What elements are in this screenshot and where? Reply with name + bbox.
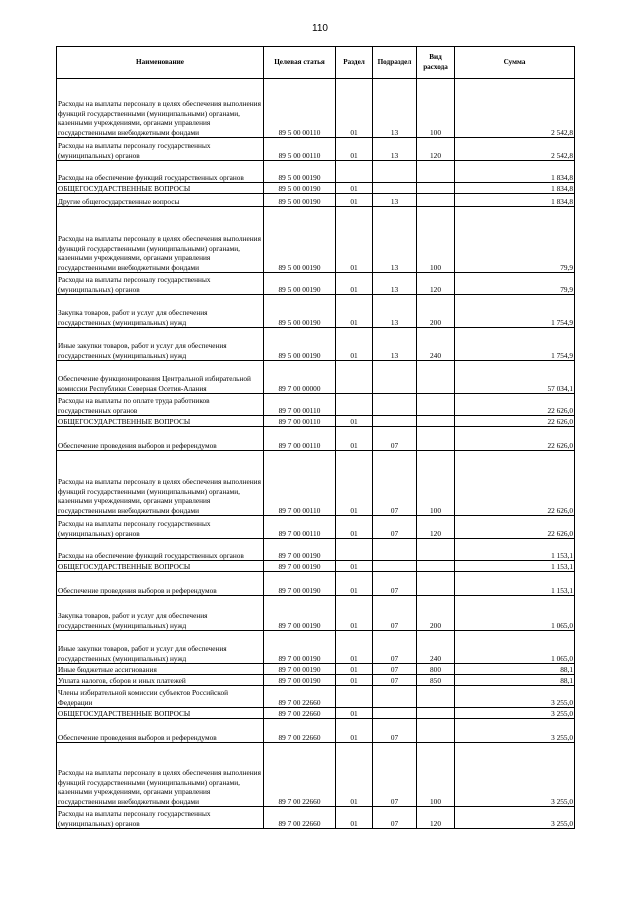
cell-name: Обеспечение проведения выборов и референдумов bbox=[57, 427, 264, 451]
cell-name: Другие общегосударственные вопросы bbox=[57, 194, 264, 207]
cell-name: Обеспечение проведения выборов и референдумов bbox=[57, 572, 264, 596]
cell-name: Расходы на обеспечение функций государственных органов bbox=[57, 539, 264, 561]
cell-subsection: 13 bbox=[373, 194, 417, 207]
cell-article: 89 7 00 22660 bbox=[264, 807, 336, 829]
cell-expense-type bbox=[417, 194, 455, 207]
cell-subsection: 07 bbox=[373, 719, 417, 743]
cell-section: 01 bbox=[336, 708, 373, 719]
table-row bbox=[57, 138, 575, 161]
cell-name: Закупка товаров, работ и услуг для обеспечения государственных (муниципальных) нужд bbox=[57, 295, 264, 328]
cell-article: 89 5 00 00190 bbox=[264, 194, 336, 207]
cell-name: Расходы на обеспечение функций государственных органов bbox=[57, 161, 264, 183]
cell-section: 01 bbox=[336, 79, 373, 138]
cell-name: Расходы на выплаты персоналу в целях обеспечения выполнения функций государственными (муниципальными) органами, казенными учреждениями, органами управления государственными внебюджетными фондами bbox=[57, 79, 264, 138]
cell-article: 89 5 00 00110 bbox=[264, 138, 336, 161]
cell-subsection: 07 bbox=[373, 572, 417, 596]
cell-name: Закупка товаров, работ и услуг для обеспечения государственных (муниципальных) нужд bbox=[57, 596, 264, 631]
cell-sum: 1 065,0 bbox=[455, 596, 575, 631]
cell-sum: 1 834,8 bbox=[455, 194, 575, 207]
cell-name: Расходы на выплаты персоналу государственных (муниципальных) органов bbox=[57, 138, 264, 161]
cell-expense-type bbox=[417, 561, 455, 572]
table-row bbox=[57, 539, 575, 561]
cell-section bbox=[336, 686, 373, 708]
cell-subsection bbox=[373, 561, 417, 572]
cell-section: 01 bbox=[336, 596, 373, 631]
cell-sum: 2 542,8 bbox=[455, 138, 575, 161]
cell-subsection: 07 bbox=[373, 516, 417, 539]
cell-subsection: 13 bbox=[373, 273, 417, 295]
table-row bbox=[57, 273, 575, 295]
table-row bbox=[57, 394, 575, 416]
cell-subsection: 07 bbox=[373, 743, 417, 807]
cell-sum: 22 626,0 bbox=[455, 427, 575, 451]
cell-sum: 79,9 bbox=[455, 273, 575, 295]
table-row bbox=[57, 675, 575, 686]
cell-section: 01 bbox=[336, 295, 373, 328]
cell-section bbox=[336, 394, 373, 416]
cell-expense-type bbox=[417, 361, 455, 394]
table-row bbox=[57, 516, 575, 539]
cell-article: 89 7 00 00190 bbox=[264, 675, 336, 686]
cell-section bbox=[336, 161, 373, 183]
cell-section: 01 bbox=[336, 719, 373, 743]
table-row bbox=[57, 719, 575, 743]
cell-sum: 1 834,8 bbox=[455, 183, 575, 194]
cell-subsection bbox=[373, 708, 417, 719]
cell-subsection: 13 bbox=[373, 207, 417, 273]
cell-name: Расходы на выплаты персоналу государственных (муниципальных) органов bbox=[57, 807, 264, 829]
cell-name: Обеспечение проведения выборов и референдумов bbox=[57, 719, 264, 743]
column-header-section: Раздел bbox=[336, 47, 373, 79]
cell-section bbox=[336, 361, 373, 394]
cell-section bbox=[336, 539, 373, 561]
cell-section: 01 bbox=[336, 807, 373, 829]
cell-article: 89 7 00 00190 bbox=[264, 664, 336, 675]
cell-name: ОБЩЕГОСУДАРСТВЕННЫЕ ВОПРОСЫ bbox=[57, 183, 264, 194]
cell-sum: 1 153,1 bbox=[455, 539, 575, 561]
cell-article: 89 7 00 22660 bbox=[264, 719, 336, 743]
cell-subsection: 07 bbox=[373, 451, 417, 516]
cell-article: 89 7 00 00110 bbox=[264, 416, 336, 427]
cell-sum: 22 626,0 bbox=[455, 416, 575, 427]
cell-sum: 3 255,0 bbox=[455, 708, 575, 719]
cell-name: Расходы на выплаты персоналу в целях обеспечения выполнения функций государственными (муниципальными) органами, казенными учреждениями, органами управления государственными внебюджетными фондами bbox=[57, 207, 264, 273]
cell-expense-type: 240 bbox=[417, 328, 455, 361]
table-row bbox=[57, 183, 575, 194]
cell-expense-type bbox=[417, 572, 455, 596]
cell-expense-type bbox=[417, 686, 455, 708]
cell-article: 89 5 00 00190 bbox=[264, 161, 336, 183]
table-row bbox=[57, 427, 575, 451]
cell-article: 89 5 00 00190 bbox=[264, 295, 336, 328]
cell-expense-type: 850 bbox=[417, 675, 455, 686]
cell-expense-type: 120 bbox=[417, 516, 455, 539]
cell-name: ОБЩЕГОСУДАРСТВЕННЫЕ ВОПРОСЫ bbox=[57, 561, 264, 572]
cell-expense-type bbox=[417, 161, 455, 183]
budget-table bbox=[56, 46, 575, 829]
cell-name: Члены избирательной комиссии субъектов Российской Федерации bbox=[57, 686, 264, 708]
cell-sum: 1 754,9 bbox=[455, 328, 575, 361]
cell-expense-type: 100 bbox=[417, 79, 455, 138]
cell-sum: 22 626,0 bbox=[455, 451, 575, 516]
table-row bbox=[57, 561, 575, 572]
cell-subsection: 13 bbox=[373, 328, 417, 361]
table-row bbox=[57, 451, 575, 516]
table-row bbox=[57, 79, 575, 138]
cell-article: 89 7 00 00190 bbox=[264, 561, 336, 572]
cell-section: 01 bbox=[336, 743, 373, 807]
cell-expense-type: 120 bbox=[417, 807, 455, 829]
cell-subsection bbox=[373, 394, 417, 416]
cell-section: 01 bbox=[336, 416, 373, 427]
cell-subsection bbox=[373, 183, 417, 194]
cell-article: 89 7 00 00190 bbox=[264, 539, 336, 561]
cell-article: 89 7 00 22660 bbox=[264, 686, 336, 708]
cell-section: 01 bbox=[336, 273, 373, 295]
table-row bbox=[57, 361, 575, 394]
cell-sum: 3 255,0 bbox=[455, 807, 575, 829]
cell-article: 89 7 00 22660 bbox=[264, 708, 336, 719]
cell-sum: 57 034,1 bbox=[455, 361, 575, 394]
cell-name: Уплата налогов, сборов и иных платежей bbox=[57, 675, 264, 686]
cell-sum: 88,1 bbox=[455, 675, 575, 686]
cell-article: 89 7 00 00190 bbox=[264, 596, 336, 631]
cell-name: ОБЩЕГОСУДАРСТВЕННЫЕ ВОПРОСЫ bbox=[57, 416, 264, 427]
cell-subsection bbox=[373, 416, 417, 427]
cell-section: 01 bbox=[336, 572, 373, 596]
table-row bbox=[57, 708, 575, 719]
cell-sum: 3 255,0 bbox=[455, 743, 575, 807]
cell-name: Расходы на выплаты персоналу государственных (муниципальных) органов bbox=[57, 516, 264, 539]
cell-name: Расходы на выплаты по оплате труда работников государственных органов bbox=[57, 394, 264, 416]
cell-subsection bbox=[373, 686, 417, 708]
cell-section: 01 bbox=[336, 138, 373, 161]
cell-article: 89 7 00 00190 bbox=[264, 572, 336, 596]
table-row bbox=[57, 207, 575, 273]
cell-article: 89 5 00 00190 bbox=[264, 183, 336, 194]
cell-subsection: 13 bbox=[373, 138, 417, 161]
table-row bbox=[57, 295, 575, 328]
cell-name: Расходы на выплаты персоналу в целях обеспечения выполнения функций государственными (муниципальными) органами, казенными учреждениями, органами управления государственными внебюджетными фондами bbox=[57, 451, 264, 516]
cell-subsection bbox=[373, 161, 417, 183]
table-row bbox=[57, 161, 575, 183]
cell-name: ОБЩЕГОСУДАРСТВЕННЫЕ ВОПРОСЫ bbox=[57, 708, 264, 719]
cell-subsection: 07 bbox=[373, 427, 417, 451]
cell-expense-type bbox=[417, 183, 455, 194]
cell-section: 01 bbox=[336, 427, 373, 451]
cell-article: 89 7 00 00110 bbox=[264, 451, 336, 516]
cell-expense-type: 800 bbox=[417, 664, 455, 675]
cell-section: 01 bbox=[336, 631, 373, 664]
cell-name: Иные закупки товаров, работ и услуг для обеспечения государственных (муниципальных) нужд bbox=[57, 328, 264, 361]
cell-section: 01 bbox=[336, 561, 373, 572]
cell-section: 01 bbox=[336, 207, 373, 273]
cell-expense-type bbox=[417, 427, 455, 451]
cell-expense-type: 100 bbox=[417, 207, 455, 273]
table-row bbox=[57, 328, 575, 361]
table-row bbox=[57, 572, 575, 596]
cell-section: 01 bbox=[336, 328, 373, 361]
cell-name: Обеспечение функционирования Центральной избирательной комиссии Республики Северная Осетия-Алания bbox=[57, 361, 264, 394]
cell-sum: 3 255,0 bbox=[455, 686, 575, 708]
cell-article: 89 7 00 22660 bbox=[264, 743, 336, 807]
cell-subsection: 07 bbox=[373, 675, 417, 686]
cell-subsection: 13 bbox=[373, 295, 417, 328]
cell-article: 89 7 00 00110 bbox=[264, 516, 336, 539]
cell-section: 01 bbox=[336, 194, 373, 207]
cell-sum: 1 754,9 bbox=[455, 295, 575, 328]
cell-sum: 88,1 bbox=[455, 664, 575, 675]
cell-subsection bbox=[373, 539, 417, 561]
table-row bbox=[57, 807, 575, 829]
cell-expense-type: 200 bbox=[417, 596, 455, 631]
cell-sum: 1 834,8 bbox=[455, 161, 575, 183]
cell-name: Расходы на выплаты персоналу в целях обеспечения выполнения функций государственными (муниципальными) органами, казенными учреждениями, органами управления государственными внебюджетными фондами bbox=[57, 743, 264, 807]
cell-expense-type: 120 bbox=[417, 273, 455, 295]
cell-sum: 2 542,8 bbox=[455, 79, 575, 138]
cell-name: Расходы на выплаты персоналу государственных (муниципальных) органов bbox=[57, 273, 264, 295]
cell-subsection: 07 bbox=[373, 664, 417, 675]
cell-subsection bbox=[373, 361, 417, 394]
cell-expense-type: 100 bbox=[417, 743, 455, 807]
cell-expense-type: 240 bbox=[417, 631, 455, 664]
cell-name: Иные закупки товаров, работ и услуг для обеспечения государственных (муниципальных) нужд bbox=[57, 631, 264, 664]
table-row bbox=[57, 631, 575, 664]
cell-article: 89 7 00 00110 bbox=[264, 394, 336, 416]
page-number: 110 bbox=[312, 23, 328, 34]
cell-section: 01 bbox=[336, 183, 373, 194]
cell-article: 89 5 00 00190 bbox=[264, 207, 336, 273]
cell-sum: 1 065,0 bbox=[455, 631, 575, 664]
cell-article: 89 7 00 00000 bbox=[264, 361, 336, 394]
cell-article: 89 7 00 00110 bbox=[264, 427, 336, 451]
column-header-expense-type: Вид расхода bbox=[417, 47, 455, 79]
cell-sum: 22 626,0 bbox=[455, 394, 575, 416]
cell-expense-type bbox=[417, 539, 455, 561]
cell-name: Иные бюджетные ассигнования bbox=[57, 664, 264, 675]
cell-sum: 22 626,0 bbox=[455, 516, 575, 539]
cell-sum: 1 153,1 bbox=[455, 572, 575, 596]
cell-expense-type: 200 bbox=[417, 295, 455, 328]
table-row bbox=[57, 194, 575, 207]
cell-subsection: 13 bbox=[373, 79, 417, 138]
cell-sum: 79,9 bbox=[455, 207, 575, 273]
cell-section: 01 bbox=[336, 675, 373, 686]
cell-article: 89 5 00 00110 bbox=[264, 79, 336, 138]
cell-expense-type: 100 bbox=[417, 451, 455, 516]
table-header-row bbox=[57, 47, 575, 79]
cell-expense-type bbox=[417, 719, 455, 743]
cell-article: 89 5 00 00190 bbox=[264, 273, 336, 295]
cell-expense-type bbox=[417, 708, 455, 719]
table-row bbox=[57, 686, 575, 708]
cell-expense-type: 120 bbox=[417, 138, 455, 161]
table-row bbox=[57, 664, 575, 675]
cell-sum: 1 153,1 bbox=[455, 561, 575, 572]
cell-article: 89 5 00 00190 bbox=[264, 328, 336, 361]
table-body bbox=[57, 79, 575, 829]
cell-sum: 3 255,0 bbox=[455, 719, 575, 743]
table-row bbox=[57, 743, 575, 807]
cell-expense-type bbox=[417, 416, 455, 427]
cell-article: 89 7 00 00190 bbox=[264, 631, 336, 664]
column-header-name: Наименование bbox=[57, 47, 264, 79]
column-header-article: Целевая статья bbox=[264, 47, 336, 79]
cell-section: 01 bbox=[336, 516, 373, 539]
cell-subsection: 07 bbox=[373, 596, 417, 631]
cell-expense-type bbox=[417, 394, 455, 416]
cell-section: 01 bbox=[336, 664, 373, 675]
table-row bbox=[57, 596, 575, 631]
column-header-subsection: Подраздел bbox=[373, 47, 417, 79]
cell-section: 01 bbox=[336, 451, 373, 516]
table-row bbox=[57, 416, 575, 427]
cell-subsection: 07 bbox=[373, 807, 417, 829]
cell-subsection: 07 bbox=[373, 631, 417, 664]
column-header-sum: Сумма bbox=[455, 47, 575, 79]
